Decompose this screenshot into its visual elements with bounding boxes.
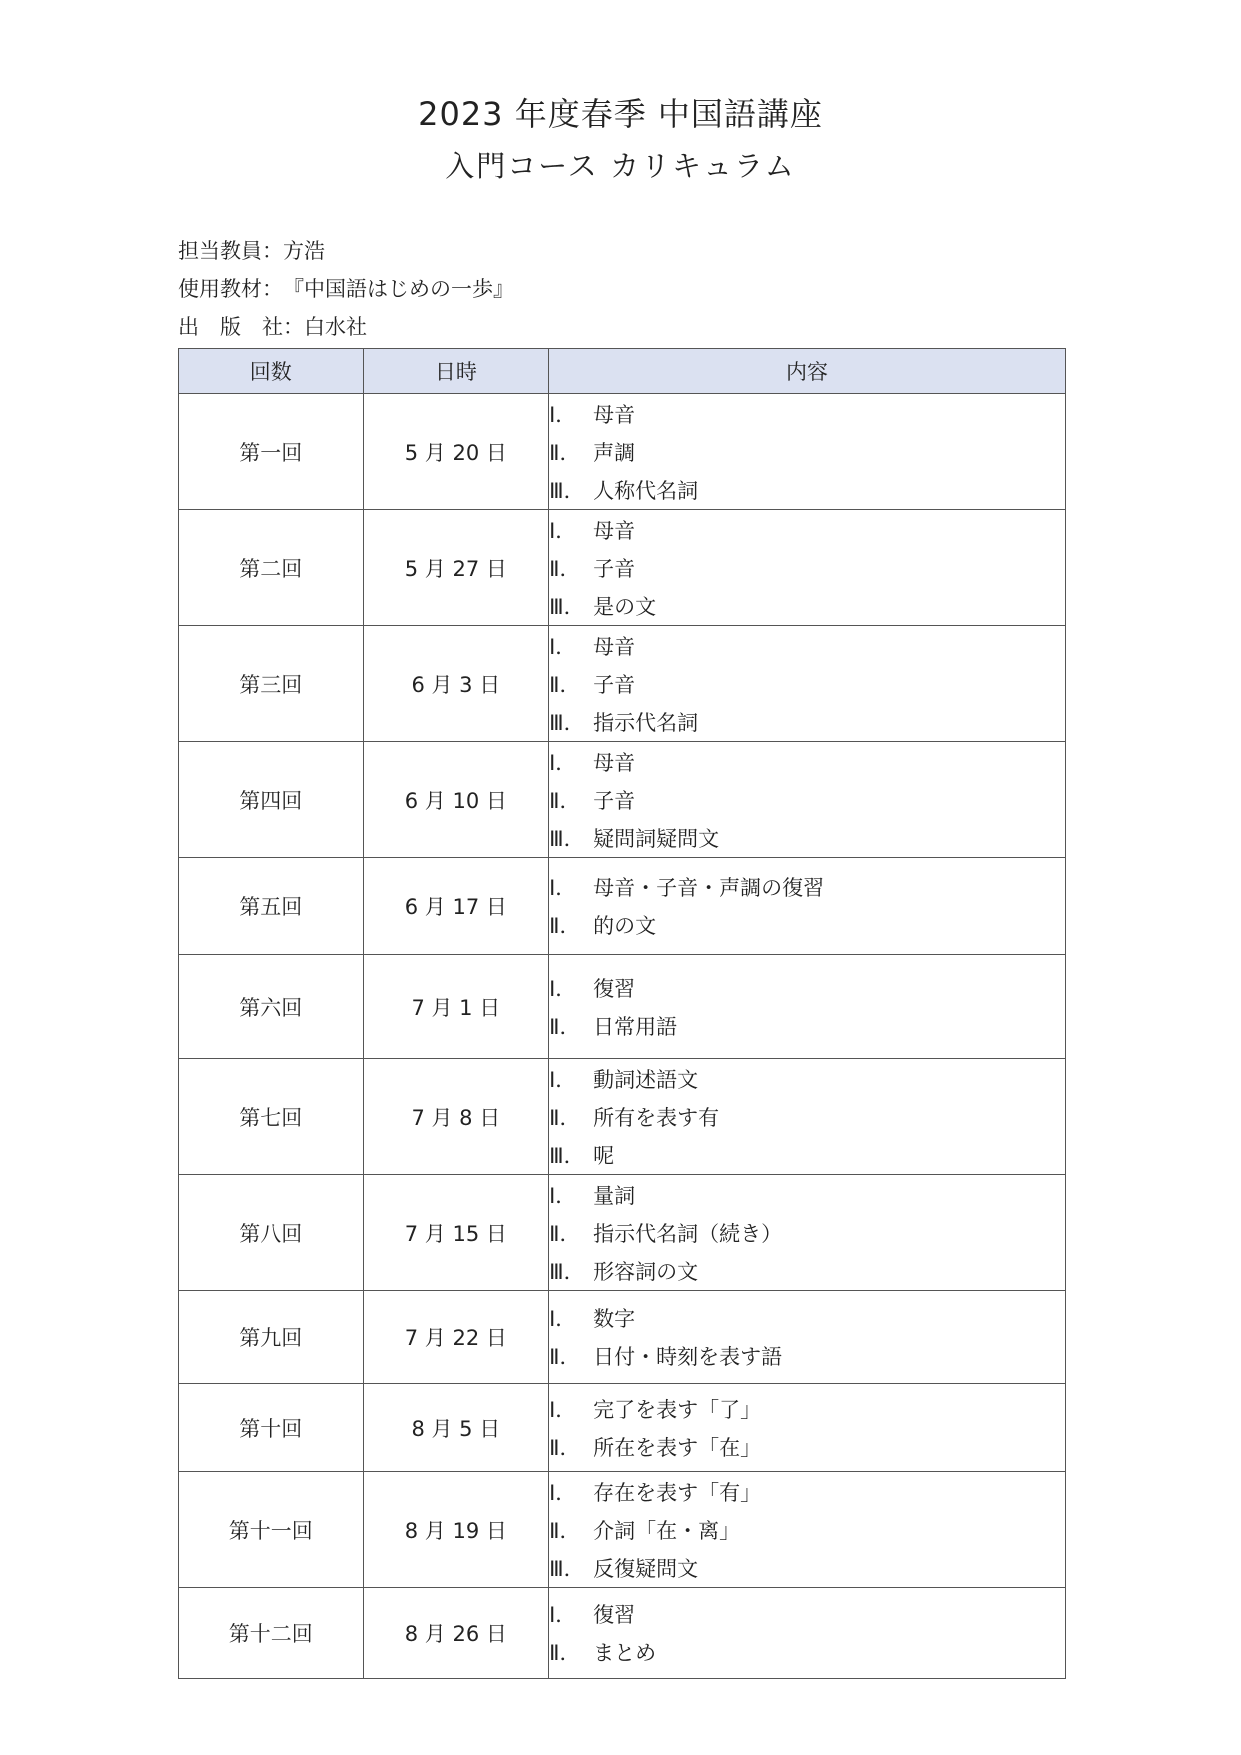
session-cell: 第一回 <box>179 394 364 510</box>
item-text: 形容詞の文 <box>593 1259 699 1284</box>
date-cell: 5 月 27 日 <box>363 510 549 626</box>
teacher-label: 担当教員 <box>178 239 262 263</box>
content-item <box>549 1549 1065 1587</box>
item-number: Ⅱ． <box>549 1221 581 1246</box>
session-cell: 第九回 <box>179 1291 364 1384</box>
item-number: Ⅰ． <box>549 1397 577 1422</box>
content-cell <box>549 1384 1066 1472</box>
date-cell: 7 月 8 日 <box>363 1059 549 1175</box>
item-number: Ⅲ． <box>549 594 585 619</box>
date-cell: 7 月 1 日 <box>363 955 549 1059</box>
item-number: Ⅱ． <box>549 1435 581 1460</box>
content-item <box>549 587 1065 625</box>
item-text: 子音 <box>593 788 636 813</box>
content-item <box>549 395 1065 433</box>
table-row <box>179 1175 1066 1291</box>
content-cell <box>549 510 1066 626</box>
session-cell: 第十一回 <box>179 1472 364 1588</box>
session-cell: 第六回 <box>179 955 364 1059</box>
date-cell: 8 月 26 日 <box>363 1588 549 1679</box>
publisher-label-char: 社 <box>262 315 283 339</box>
item-text: 動詞述語文 <box>593 1067 699 1092</box>
content-item <box>549 743 1065 781</box>
item-number: Ⅲ． <box>549 1259 585 1284</box>
curriculum-table <box>178 348 1066 1679</box>
publisher-label-char: 版 <box>220 315 241 339</box>
item-text: 反復疑問文 <box>593 1556 699 1581</box>
content-item <box>549 781 1065 819</box>
content-item <box>549 1511 1065 1549</box>
header-date: 日時 <box>363 349 549 394</box>
item-text: 所在を表す「在」 <box>593 1435 762 1460</box>
textbook-colon: ： <box>262 277 283 301</box>
item-number: Ⅰ． <box>549 876 577 900</box>
publisher-label <box>178 308 283 346</box>
date-cell: 8 月 19 日 <box>363 1472 549 1588</box>
item-number: Ⅱ． <box>549 1518 581 1543</box>
content-item <box>549 1473 1065 1511</box>
content-item <box>549 1176 1065 1214</box>
content-item <box>549 1595 1065 1633</box>
page-subtitle: 入門コース カリキュラム <box>445 149 796 183</box>
content-item <box>549 703 1065 741</box>
item-number: Ⅲ． <box>549 478 585 503</box>
item-text: 人称代名詞 <box>593 478 699 503</box>
item-number: Ⅱ． <box>549 1345 581 1369</box>
content-item <box>549 627 1065 665</box>
date-cell: 6 月 10 日 <box>363 742 549 858</box>
item-text: 子音 <box>593 672 636 697</box>
content-item <box>549 1299 1065 1337</box>
publisher-label-char: 出 <box>178 315 199 339</box>
item-number: Ⅲ． <box>549 1143 585 1168</box>
content-item <box>549 471 1065 509</box>
content-item <box>549 1252 1065 1290</box>
content-cell <box>549 394 1066 510</box>
item-number: Ⅱ． <box>549 1014 581 1039</box>
item-text: 日常用語 <box>593 1014 678 1039</box>
session-cell: 第三回 <box>179 626 364 742</box>
item-text: 的の文 <box>593 914 657 938</box>
teacher-row <box>178 232 514 270</box>
item-number: Ⅰ． <box>549 518 577 543</box>
item-number: Ⅰ． <box>549 1603 577 1627</box>
table-row <box>179 1059 1066 1175</box>
table-header-row <box>179 349 1066 394</box>
content-item <box>549 549 1065 587</box>
item-text: 所有を表す有 <box>593 1105 720 1130</box>
publisher-row <box>178 308 514 346</box>
item-text: 呢 <box>593 1143 615 1168</box>
session-cell: 第七回 <box>179 1059 364 1175</box>
item-number: Ⅰ． <box>549 1067 577 1092</box>
item-text: 母音 <box>593 750 636 775</box>
item-number: Ⅰ． <box>549 402 577 427</box>
publisher-colon: ： <box>283 315 304 339</box>
item-number: Ⅰ． <box>549 1480 577 1505</box>
item-text: 存在を表す「有」 <box>593 1480 762 1505</box>
content-item <box>549 1633 1065 1671</box>
content-item <box>549 1428 1065 1466</box>
table-row <box>179 1291 1066 1384</box>
textbook-row <box>178 270 514 308</box>
content-item <box>549 969 1065 1007</box>
item-text: 量詞 <box>593 1183 636 1208</box>
item-number: Ⅰ． <box>549 1183 577 1208</box>
item-text: 介詞「在・离」 <box>593 1518 741 1543</box>
item-text: 声調 <box>593 440 636 465</box>
content-cell <box>549 1291 1066 1384</box>
item-number: Ⅱ． <box>549 788 581 813</box>
session-cell: 第十二回 <box>179 1588 364 1679</box>
item-number: Ⅲ． <box>549 1556 585 1581</box>
item-text: まとめ <box>593 1641 657 1665</box>
content-item <box>549 1390 1065 1428</box>
table-row <box>179 955 1066 1059</box>
course-info <box>178 232 514 346</box>
table-body <box>179 394 1066 1679</box>
date-cell: 7 月 15 日 <box>363 1175 549 1291</box>
item-text: 完了を表す「了」 <box>593 1397 762 1422</box>
content-cell <box>549 1059 1066 1175</box>
content-item <box>549 511 1065 549</box>
content-item <box>549 819 1065 857</box>
item-number: Ⅲ． <box>549 826 585 851</box>
item-number: Ⅱ． <box>549 1105 581 1130</box>
item-number: Ⅰ． <box>549 1307 577 1331</box>
item-number: Ⅰ． <box>549 750 577 775</box>
header-session: 回数 <box>179 349 364 394</box>
item-text: 是の文 <box>593 594 657 619</box>
content-cell <box>549 1588 1066 1679</box>
table-row <box>179 1472 1066 1588</box>
content-cell <box>549 858 1066 955</box>
date-cell: 6 月 17 日 <box>363 858 549 955</box>
session-cell: 第五回 <box>179 858 364 955</box>
table-row <box>179 1384 1066 1472</box>
session-cell: 第十回 <box>179 1384 364 1472</box>
content-item <box>549 665 1065 703</box>
session-cell: 第二回 <box>179 510 364 626</box>
item-number: Ⅰ． <box>549 976 577 1001</box>
item-number: Ⅱ． <box>549 672 581 697</box>
item-text: 疑問詞疑問文 <box>593 826 720 851</box>
item-text: 指示代名詞（続き） <box>593 1221 783 1246</box>
item-number: Ⅱ． <box>549 914 581 938</box>
item-text: 復習 <box>593 976 636 1001</box>
item-text: 復習 <box>593 1603 636 1627</box>
content-item <box>549 1136 1065 1174</box>
item-text: 母音 <box>593 634 636 659</box>
item-number: Ⅱ． <box>549 556 581 581</box>
content-cell <box>549 955 1066 1059</box>
teacher-colon: ： <box>262 239 283 263</box>
table-row <box>179 742 1066 858</box>
session-cell: 第四回 <box>179 742 364 858</box>
item-number: Ⅰ． <box>549 634 577 659</box>
table-row <box>179 510 1066 626</box>
date-cell: 8 月 5 日 <box>363 1384 549 1472</box>
textbook-label: 使用教材 <box>178 277 262 301</box>
table-row <box>179 394 1066 510</box>
item-text: 母音 <box>593 518 636 543</box>
item-text: 母音・子音・声調の復習 <box>593 876 825 900</box>
content-item <box>549 433 1065 471</box>
session-cell: 第八回 <box>179 1175 364 1291</box>
item-text: 日付・時刻を表す語 <box>593 1345 783 1369</box>
teacher-value: 方浩 <box>283 239 325 263</box>
table-row <box>179 626 1066 742</box>
item-text: 母音 <box>593 402 636 427</box>
textbook-value: 『中国語はじめの一歩』 <box>283 277 514 301</box>
content-item <box>549 868 1065 906</box>
item-text: 子音 <box>593 556 636 581</box>
item-number: Ⅱ． <box>549 1641 581 1665</box>
content-item <box>549 1337 1065 1375</box>
item-number: Ⅲ． <box>549 710 585 735</box>
date-cell: 6 月 3 日 <box>363 626 549 742</box>
date-cell: 5 月 20 日 <box>363 394 549 510</box>
item-number: Ⅱ． <box>549 440 581 465</box>
table-row <box>179 1588 1066 1679</box>
publisher-value: 白水社 <box>304 315 367 339</box>
item-text: 指示代名詞 <box>593 710 699 735</box>
content-cell <box>549 742 1066 858</box>
content-cell <box>549 626 1066 742</box>
content-item <box>549 1214 1065 1252</box>
date-cell: 7 月 22 日 <box>363 1291 549 1384</box>
content-item <box>549 1007 1065 1045</box>
page-title: 2023 年度春季 中国語講座 <box>418 95 823 133</box>
content-cell <box>549 1472 1066 1588</box>
content-item <box>549 1098 1065 1136</box>
content-item <box>549 906 1065 944</box>
table-row <box>179 858 1066 955</box>
content-item <box>549 1060 1065 1098</box>
content-cell <box>549 1175 1066 1291</box>
item-text: 数字 <box>593 1307 636 1331</box>
header-content: 内容 <box>549 349 1066 394</box>
